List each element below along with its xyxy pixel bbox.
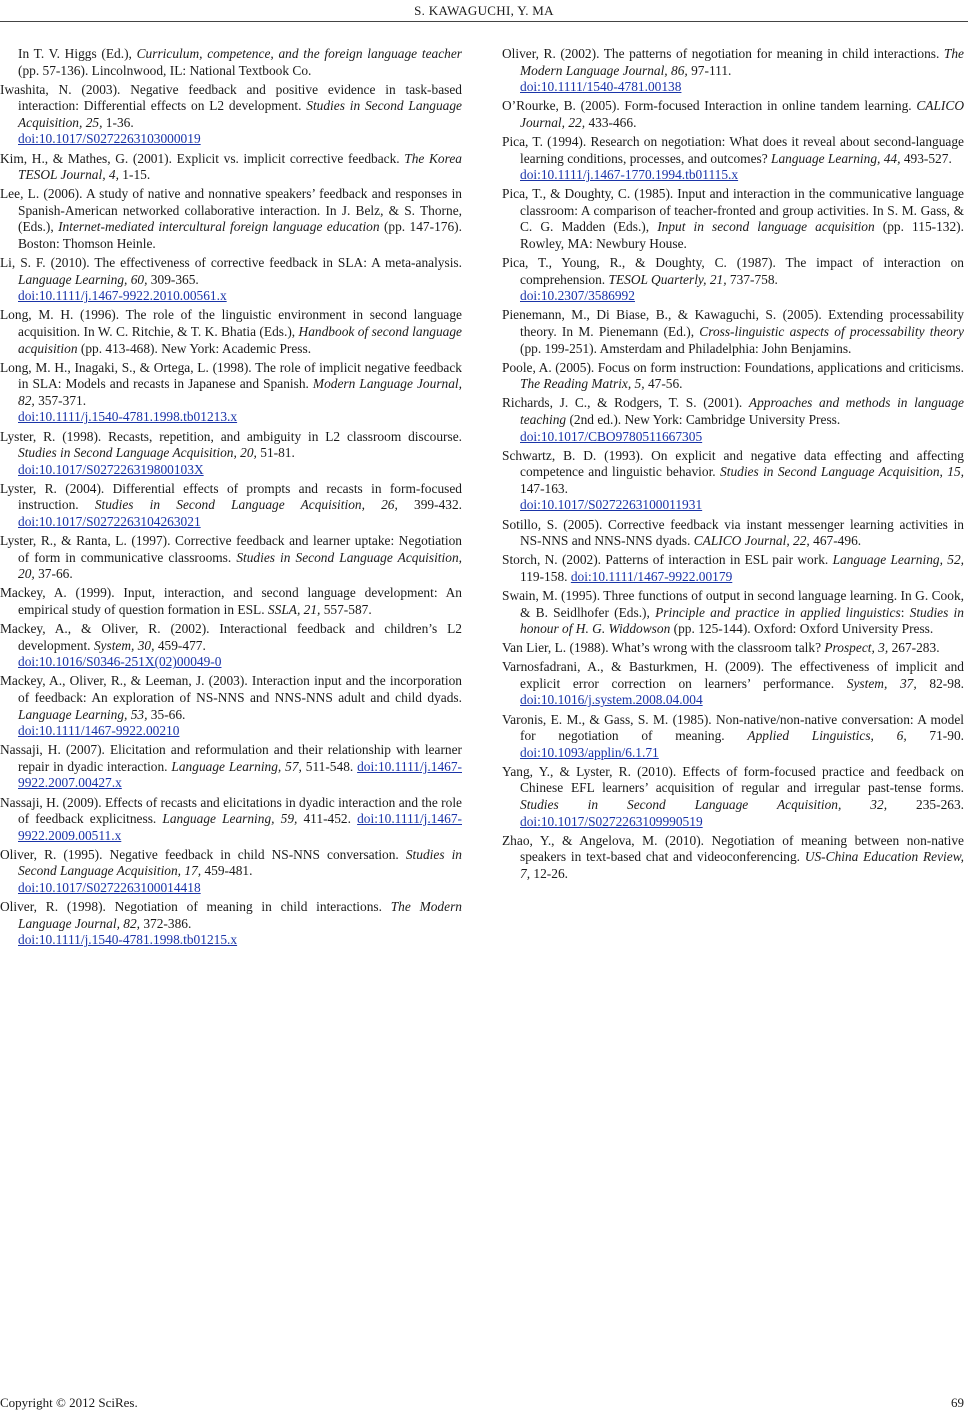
- reference-text: Pica, T., & Doughty, C. (1985). Input and interaction in the communicative language classroom: A comparison of teacher-fronted and group activities. In S. M. Gass, & C. G. Madden (Eds.),: [502, 186, 964, 235]
- reference-entry: [0, 621, 462, 671]
- reference-text: Pica, T., Young, R., & Doughty, C. (1987). The impact of interaction on comprehension.: [502, 255, 964, 287]
- copyright-footer: Copyright © 2012 SciRes.: [0, 1395, 138, 1410]
- reference-text: (pp. 199-251). Amsterdam and Philadelphia: John Benjamins.: [520, 340, 852, 356]
- doi-link[interactable]: doi:10.1111/j.1540-4781.1998.tb01213.x: [18, 409, 238, 425]
- reference-entry: [0, 429, 462, 479]
- reference-text: Oliver, R. (1995). Negative feedback in child NS-NNS conversation.: [0, 846, 406, 862]
- reference-entry: [0, 585, 462, 618]
- doi-link[interactable]: doi:10.1017/S0272263100011931: [520, 497, 703, 513]
- doi-link[interactable]: doi:10.1017/S027226319800103X: [18, 461, 204, 477]
- reference-text: 37-66.: [34, 566, 73, 582]
- reference-text: (pp. 147-176). Boston: Thomson Heinle.: [18, 219, 462, 252]
- reference-entry: [0, 673, 462, 739]
- reference-text: 737-758.: [726, 271, 778, 287]
- reference-source-title: The Modern Language Journal, 82,: [18, 899, 462, 931]
- reference-source-title: Studies in Second Language Acquisition, 25,: [18, 98, 462, 130]
- reference-source-title: Language Learning, 53,: [18, 706, 148, 722]
- reference-entry: [502, 448, 964, 514]
- reference-source-title: CALICO Journal, 22,: [520, 98, 964, 130]
- doi-link[interactable]: doi:10.2307/3586992: [520, 288, 635, 304]
- reference-source-title: Language Learning, 57,: [171, 758, 302, 774]
- reference-source-title: Handbook of second language acquisition: [18, 324, 462, 356]
- doi-link[interactable]: doi:10.1111/j.1540-4781.1998.tb01215.x: [18, 932, 238, 948]
- reference-text: (pp. 125-144). Oxford: Oxford University Press.: [670, 621, 934, 637]
- reference-source-title: Internet-mediated intercultural foreign language education: [58, 219, 380, 235]
- reference-text: (pp. 413-468). New York: Academic Press.: [77, 340, 312, 356]
- reference-text: (pp. 57-136). Lincolnwood, IL: National Textbook Co.: [18, 62, 312, 78]
- reference-source-title: Language Learning, 60,: [18, 271, 148, 287]
- reference-text: Long, M. H. (1996). The role of the linguistic environment in second language acquisition. In W. C. Ritchie, & T. K. Bhatia (Eds.),: [0, 307, 462, 339]
- reference-text: :: [900, 604, 910, 620]
- reference-text: Varonis, E. M., & Gass, S. M. (1985). Non-native/non-native conversation: A model for negotiation of meaning.: [502, 711, 964, 744]
- reference-text: 511-548.: [301, 758, 358, 774]
- reference-text: Varnosfadrani, A., & Basturkmen, H. (2009). The effectiveness of implicit and explicit error correction on learners’ performance.: [502, 659, 964, 691]
- reference-source-title: Language Learning, 44,: [771, 150, 901, 166]
- doi-link[interactable]: doi:10.1111/j.1467-9922.2010.00561.x: [18, 288, 227, 304]
- doi-link[interactable]: doi:10.1017/S0272263104263021: [18, 514, 201, 530]
- reference-text: 82-98.: [916, 675, 964, 691]
- reference-text: (pp. 115-132). Rowley, MA: Newbury House.: [520, 219, 964, 252]
- reference-source-title: Cross-linguistic aspects of processability theory: [699, 324, 964, 339]
- reference-entry: [0, 151, 462, 184]
- reference-source-title: Prospect, 3,: [824, 640, 889, 656]
- reference-entry: [502, 640, 964, 657]
- reference-text: (2nd ed.). New York: Cambridge University Press.: [566, 411, 841, 427]
- doi-link[interactable]: doi:10.1016/j.system.2008.04.004: [520, 692, 703, 708]
- reference-entry: [502, 395, 964, 445]
- reference-entry: [0, 899, 462, 949]
- reference-source-title: Studies in honour of H. G. Widdowson: [520, 604, 964, 637]
- reference-text: Oliver, R. (1998). Negotiation of meaning in child interactions.: [0, 899, 391, 915]
- reference-text: 119-158.: [520, 568, 571, 584]
- doi-link[interactable]: doi:10.1017/S0272263103000019: [18, 131, 201, 147]
- reference-text: Li, S. F. (2010). The effectiveness of corrective feedback in SLA: A meta-analysis.: [0, 255, 462, 271]
- reference-entry: [0, 533, 462, 583]
- reference-text: Mackey, A., Oliver, R., & Leeman, J. (2003). Interaction input and the incorporation of feedback: An exploration of NS-NNS and NNS-NNS adult and child dyads.: [0, 673, 462, 705]
- reference-entry: [502, 186, 964, 252]
- reference-entry: [502, 360, 964, 393]
- reference-text: Storch, N. (2002). Patterns of interaction in ESL pair work.: [502, 552, 833, 568]
- doi-link[interactable]: doi:10.1111/1467-9922.00210: [18, 723, 180, 739]
- reference-source-title: CALICO Journal, 22,: [693, 533, 810, 549]
- reference-text: Sotillo, S. (2005). Corrective feedback via instant messenger learning activities in NS-NNS and NNS-NNS dyads.: [502, 516, 964, 549]
- reference-source-title: The Reading Matrix, 5,: [520, 376, 645, 392]
- reference-entry: [0, 46, 462, 79]
- reference-entry: [502, 712, 964, 762]
- reference-text: 399-432.: [397, 497, 463, 513]
- reference-source-title: The Modern Language Journal, 86,: [520, 46, 964, 78]
- reference-text: 267-283.: [888, 640, 940, 656]
- reference-text: Oliver, R. (2002). The patterns of negotiation for meaning in child interactions.: [502, 46, 944, 61]
- reference-source-title: Language Learning, 59,: [162, 811, 298, 827]
- reference-source-title: TESOL Quarterly, 21,: [608, 271, 727, 287]
- reference-entry: [502, 98, 964, 131]
- reference-entry: [502, 307, 964, 357]
- reference-text: 493-527.: [900, 150, 952, 166]
- reference-text: 1-15.: [118, 167, 151, 183]
- doi-link[interactable]: doi:10.1017/S0272263100014418: [18, 880, 201, 895]
- reference-text: 12-26.: [530, 865, 568, 881]
- reference-text: 467-496.: [809, 533, 862, 549]
- reference-text: 47-56.: [644, 376, 683, 392]
- reference-text: 411-452.: [297, 811, 358, 827]
- reference-entry: [502, 517, 964, 550]
- reference-text: Mackey, A. (1999). Input, interaction, and second language development: An empirical study of question formation in ESL.: [0, 585, 462, 617]
- reference-entry: [502, 764, 964, 830]
- doi-link[interactable]: doi:10.1016/S0346-251X(02)00049-0: [18, 654, 222, 670]
- reference-source-title: Curriculum, competence, and the foreign language teacher: [136, 46, 462, 61]
- reference-text: O’Rourke, B. (2005). Form-focused Interaction in online tandem learning.: [502, 98, 917, 114]
- running-header: S. KAWAGUCHI, Y. MA: [0, 0, 968, 24]
- reference-source-title: SSLA, 21,: [267, 602, 321, 617]
- reference-text: Zhao, Y., & Angelova, M. (2010). Negotiation of meaning between non-native speakers in text-based chat and videoconferencing.: [502, 832, 964, 865]
- reference-source-title: Studies in Second Language Acquisition, 17,: [18, 846, 462, 879]
- reference-source-title: Studies in Second Language Acquisition, 20,: [18, 549, 462, 582]
- reference-entry: [0, 795, 462, 845]
- reference-text: Long, M. H., Inagaki, S., & Ortega, L. (1998). The role of implicit negative feedback in SLA: Models and recasts in Japanese and Spanish.: [0, 359, 462, 392]
- reference-text: Schwartz, B. D. (1993). On explicit and negative data effecting and affecting competence and linguistic behavior.: [502, 447, 964, 480]
- reference-text: Iwashita, N. (2003). Negative feedback and positive evidence in task-based interaction: Differential effects on L2 development.: [0, 81, 462, 114]
- reference-entry: [0, 847, 462, 897]
- reference-text: Swain, M. (1995). Three functions of output in second language learning. In G. Cook, & B. Seidlhofer (Eds.),: [502, 587, 964, 620]
- reference-text: Mackey, A., & Oliver, R. (2002). Interactional feedback and children’s L2 development.: [0, 621, 462, 653]
- reference-source-title: Input in second language acquisition: [657, 219, 875, 235]
- reference-text: 459-481.: [201, 863, 253, 879]
- reference-text: Lyster, R., & Ranta, L. (1997). Corrective feedback and learner uptake: Negotiation of form in communicative classrooms.: [0, 533, 462, 565]
- references-right-column: [502, 46, 964, 885]
- doi-link[interactable]: doi:10.1111/j.1467-9922.2007.00427.x: [18, 758, 462, 791]
- reference-entry: [502, 588, 964, 638]
- reference-entry: [0, 82, 462, 148]
- reference-text: 51-81.: [256, 445, 295, 461]
- reference-text: 71-90.: [906, 728, 964, 744]
- reference-entry: [0, 255, 462, 305]
- reference-text: Lyster, R. (1998). Recasts, repetition, and ambiguity in L2 classroom discourse.: [0, 428, 462, 444]
- reference-text: 557-587.: [320, 602, 372, 617]
- reference-entry: [0, 742, 462, 792]
- reference-source-title: Studies in Second Language Acquisition, 26,: [94, 497, 398, 513]
- reference-entry: [502, 659, 964, 709]
- reference-text: Van Lier, L. (1988). What’s wrong with the classroom talk?: [502, 640, 825, 656]
- reference-text: 357-371.: [34, 392, 87, 408]
- doi-link[interactable]: doi:10.1017/CBO9780511667305: [520, 428, 703, 444]
- reference-source-title: US-China Education Review, 7,: [520, 849, 964, 881]
- doi-link[interactable]: doi:10.1017/S0272263109990519: [520, 813, 703, 829]
- reference-text: 372-386.: [140, 915, 192, 931]
- reference-text: 235-263.: [887, 797, 965, 813]
- reference-source-title: Approaches and methods in language teaching: [520, 395, 964, 427]
- reference-text: 309-365.: [147, 271, 199, 287]
- reference-text: Richards, J. C., & Rodgers, T. S. (2001).: [502, 395, 749, 411]
- reference-entry: [0, 481, 462, 531]
- reference-source-title: System, 30,: [93, 637, 155, 653]
- page-number: 69: [951, 1395, 964, 1410]
- reference-text: Pienemann, M., Di Biase, B., & Kawaguchi, S. (2005). Extending processability theory. In M. Pienemann (Ed.),: [502, 307, 964, 339]
- doi-link[interactable]: doi:10.1111/j.1467-9922.2009.00511.x: [18, 811, 462, 843]
- reference-text: 35-66.: [147, 706, 186, 722]
- reference-source-title: Studies in Second Language Acquisition, 15,: [720, 464, 965, 480]
- reference-entry: [502, 46, 964, 96]
- reference-entry: [502, 255, 964, 305]
- reference-text: 433-466.: [585, 114, 637, 130]
- reference-entry: [0, 186, 462, 252]
- reference-entry: [502, 552, 964, 585]
- reference-source-title: Principle and practice in applied linguistics: [655, 604, 901, 620]
- doi-link[interactable]: doi:10.1111/j.1467-1770.1994.tb01115.x: [520, 167, 739, 183]
- reference-entry: [0, 360, 462, 426]
- reference-source-title: Modern Language Journal, 82,: [18, 376, 462, 408]
- reference-text: 147-163.: [520, 480, 568, 496]
- reference-text: In T. V. Higgs (Ed.),: [18, 46, 137, 61]
- reference-text: Nassaji, H. (2007). Elicitation and reformulation and their relationship with learner repair in dyadic interaction.: [0, 742, 462, 774]
- reference-source-title: Language Learning, 52,: [832, 552, 964, 568]
- reference-source-title: Studies in Second Language Acquisition, 32,: [520, 797, 888, 813]
- reference-entry: [502, 833, 964, 883]
- reference-text: 1-36.: [102, 114, 134, 130]
- doi-link[interactable]: doi:10.1111/1467-9922.00179: [570, 568, 733, 584]
- doi-link[interactable]: doi:10.1111/1540-4781.00138: [520, 79, 682, 95]
- reference-source-title: The Korea TESOL Journal, 4,: [18, 150, 462, 183]
- reference-text: 97-111.: [687, 62, 732, 78]
- reference-text: 459-477.: [154, 637, 206, 653]
- reference-text: Lee, L. (2006). A study of native and nonnative speakers’ feedback and responses in Spanish-American networked collaborative interaction. In J. Belz, & S. Thorne, (Eds.),: [0, 186, 462, 235]
- reference-source-title: System, 37,: [846, 675, 917, 691]
- reference-source-title: Applied Linguistics, 6,: [747, 728, 907, 744]
- reference-source-title: Studies in Second Language Acquisition, 20,: [18, 445, 257, 461]
- reference-text: Nassaji, H. (2009). Effects of recasts and elicitations in dyadic interaction and the role of feedback explicitness.: [0, 794, 462, 827]
- reference-entry: [502, 134, 964, 184]
- reference-text: Pica, T. (1994). Research on negotiation: What does it reveal about second-language learning conditions, processes, and outcomes?: [502, 133, 964, 166]
- reference-text: Poole, A. (2005). Focus on form instruction: Foundations, applications and criticisms.: [502, 359, 964, 375]
- reference-entry: [0, 307, 462, 357]
- reference-text: Lyster, R. (2004). Differential effects of prompts and recasts in form-focused instruction.: [0, 480, 462, 513]
- references-left-column: [0, 46, 462, 951]
- reference-text: Kim, H., & Mathes, G. (2001). Explicit vs. implicit corrective feedback.: [0, 150, 405, 166]
- doi-link[interactable]: doi:10.1093/applin/6.1.71: [520, 744, 659, 760]
- reference-text: Yang, Y., & Lyster, R. (2010). Effects of form-focused practice and feedback on Chinese EFL learners’ acquisition of regular and irregular past-tense forms.: [502, 763, 964, 796]
